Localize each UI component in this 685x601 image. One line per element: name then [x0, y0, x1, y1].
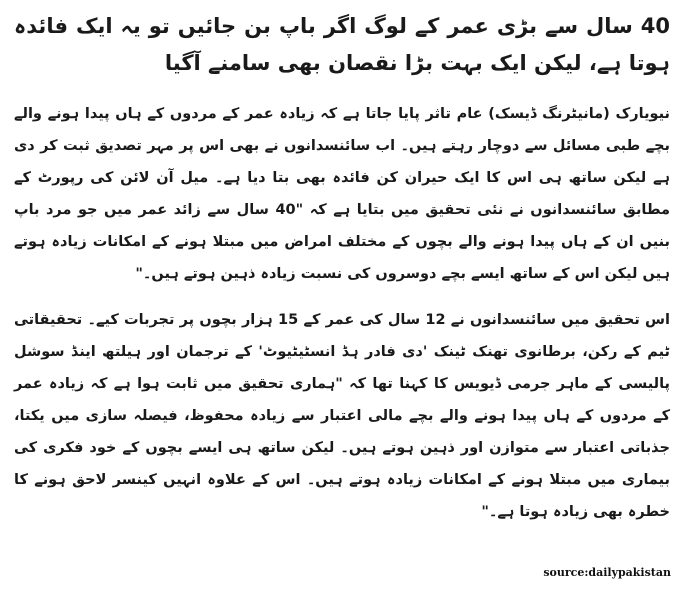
article-paragraph-2: اس تحقیق میں سائنسدانوں نے 12 سال کی عمر کے 15 ہزار بچوں پر تجربات کیے۔ تحقیقاتی ٹیم کے رکن، برطانوی تھنک ٹینک 'دی فادر ہڈ انسٹیٹیوٹ' کے ترجمان اور ہیلتھ اینڈ سوشل پالیسی کے ماہر جرمی ڈیویس کا کہنا تھا کہ "ہماری تحقیق میں ثابت ہوا ہے کہ زیادہ عمر کے مردوں کے ہاں پیدا ہونے والے بچے مالی اعتبار سے زیادہ محفوظ، فیصلہ سازی میں یکتا، جذباتی اعتبار سے متوازن اور ذہین ہوتے ہیں۔ لیکن ساتھ ہی ایسے بچوں کے خود فکری کی بیماری میں مبتلا ہونے کے امکانات زیادہ ہوتے ہیں۔ اس کے علاوہ انہیں کینسر لاحق ہونے کا خطرہ بھی زیادہ ہوتا ہے۔" [14, 312, 670, 520]
article [14, 8, 670, 542]
article-headline: 40 سال سے بڑی عمر کے لوگ اگر باپ بن جائیں تو یہ ایک فائدہ ہوتا ہے، لیکن ایک بہت بڑا نقصان بھی سامنے آگیا [14, 14, 670, 75]
source-credit: source:dailypakistan [543, 566, 671, 579]
article-paragraph-1: نیویارک (مانیٹرنگ ڈیسک) عام تاثر پایا جاتا ہے کہ زیادہ عمر کے مردوں کے ہاں پیدا ہونے والے بچے طبی مسائل سے دوچار رہتے ہیں۔ اب سائنسدانوں نے بھی اس پر مہر تصدیق ثبت کر دی ہے لیکن ساتھ ہی اس کا ایک حیران کن فائدہ بھی بتا دیا ہے۔ میل آن لائن کی رپورٹ کے مطابق سائنسدانوں نے نئی تحقیق میں بتایا ہے کہ "40 سال سے زائد عمر میں جو مرد باپ بنیں ان کے ہاں پیدا ہونے والے بچوں کے مختلف امراض میں مبتلا ہونے کے امکانات زیادہ ہوتے ہیں لیکن اس کے ساتھ ایسے بچے دوسروں کی نسبت زیادہ ذہین ہوتے ہیں۔" [14, 106, 670, 282]
